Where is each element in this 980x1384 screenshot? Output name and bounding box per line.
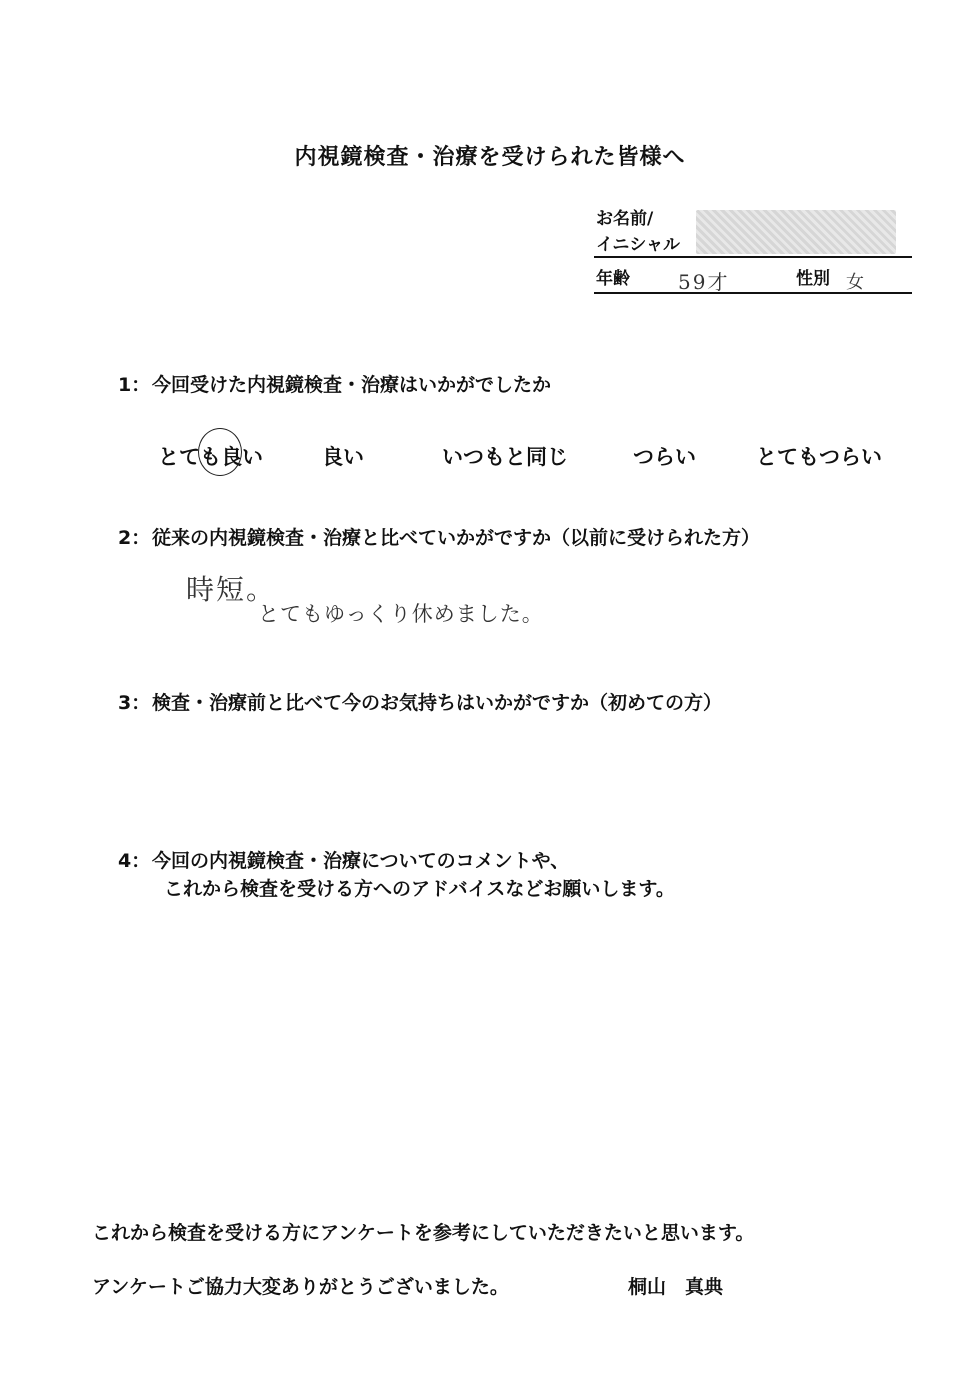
choice-good: 良い (322, 445, 364, 469)
question-3-text: 検査・治療前と比べて今のお気持ちはいかがですか（初めての方） (152, 692, 723, 714)
page-title: 内視鏡検査・治療を受けられた皆様へ (294, 145, 686, 170)
selected-choice-circle (198, 428, 242, 476)
sex-label: 性別 (796, 269, 830, 289)
initial-label: イニシャル (596, 235, 680, 255)
name-label: お名前/ (596, 209, 654, 229)
answer-2-line-2: とてもゆっくり休めました。 (258, 602, 544, 626)
choice-very-good: とても良い (158, 445, 263, 469)
age-value: 59才 (678, 270, 730, 294)
footer-signature: 桐山 真典 (628, 1276, 724, 1298)
question-3-number: 3： (118, 692, 151, 714)
question-4-text-line-1: 今回の内視鏡検査・治療についてのコメントや、 (152, 850, 570, 872)
question-4-text-line-2: これから検査を受ける方へのアドバイスなどお願いします。 (164, 878, 675, 900)
footer-request: これから検査を受ける方にアンケートを参考にしていただきたいと思います。 (92, 1222, 755, 1244)
name-underline (594, 256, 912, 258)
sex-value: 女 (846, 272, 864, 293)
question-1-text: 今回受けた内視鏡検査・治療はいかがでしたか (152, 374, 552, 396)
redacted-name-field (696, 210, 896, 254)
footer-thanks: アンケートご協力大変ありがとうございました。 (92, 1276, 509, 1298)
choice-very-hard: とてもつらい (756, 445, 882, 469)
choice-same-as-usual: いつもと同じ (442, 445, 568, 469)
question-1-number: 1： (118, 374, 151, 396)
answer-2-line-1: 時短。 (186, 573, 277, 606)
question-2-number: 2： (118, 527, 151, 549)
choice-hard: つらい (633, 445, 696, 469)
age-sex-underline (594, 292, 912, 294)
age-label: 年齢 (596, 269, 630, 289)
question-4-number: 4： (118, 850, 151, 872)
question-2-text: 従来の内視鏡検査・治療と比べていかがですか（以前に受けられた方） (152, 527, 761, 549)
